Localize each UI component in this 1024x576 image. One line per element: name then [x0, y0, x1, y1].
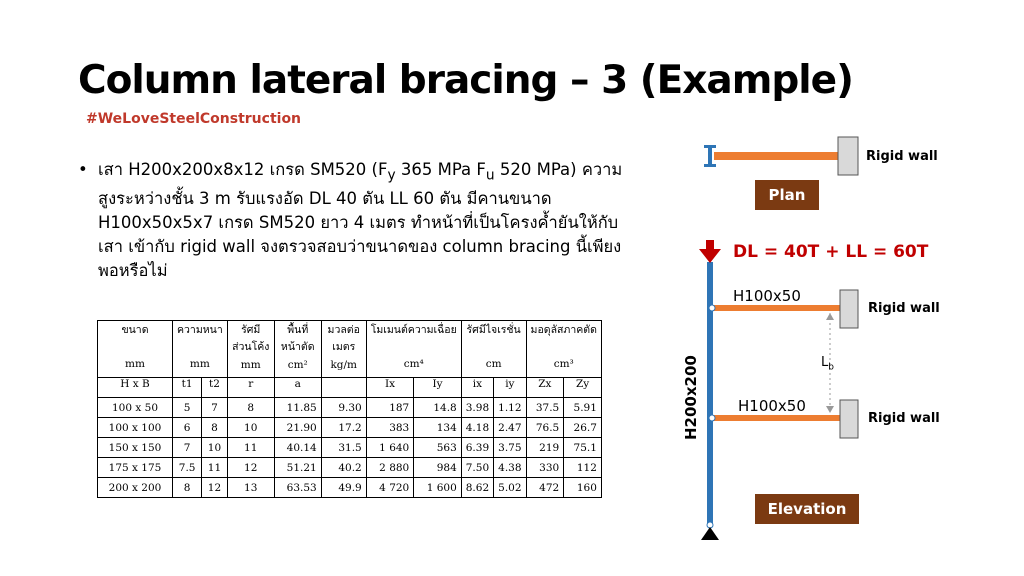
table-cell: 76.5 — [526, 418, 564, 438]
fy-subscript: y — [387, 167, 396, 184]
table-cell: 175 x 175 — [98, 458, 173, 478]
table-cell: 7 — [202, 398, 227, 418]
table-cell: 11 — [202, 458, 227, 478]
table-cell: 75.1 — [564, 438, 602, 458]
table-cell: 134 — [414, 418, 462, 438]
table-cell: 2.47 — [494, 418, 526, 438]
table-cell: 5 — [173, 398, 202, 418]
plan-beam — [714, 152, 838, 160]
load-arrow-shaft — [706, 240, 714, 250]
table-cell: 4.18 — [461, 418, 493, 438]
table-cell: 4 720 — [366, 478, 414, 498]
bullet-text-part-1: เสา H200x200x8x12 เกรด SM520 (F — [98, 160, 388, 179]
table-cell: 160 — [564, 478, 602, 498]
table-cell: 40.2 — [321, 458, 366, 478]
table-cell: 11 — [227, 438, 274, 458]
table-group-header: รัศมีไจเรชั่น cm — [461, 321, 526, 378]
table-group-header: ขนาด mm — [98, 321, 173, 378]
table-group-header: โมเมนต์ความเฉื่อย cm⁴ — [366, 321, 461, 378]
table-cell: 100 x 50 — [98, 398, 173, 418]
table-symbol: Ix — [366, 378, 414, 398]
table-cell: 1 640 — [366, 438, 414, 458]
bullet-text-part-2: 365 MPa F — [395, 160, 486, 179]
table-cell: 10 — [227, 418, 274, 438]
table-symbol: a — [274, 378, 321, 398]
table-cell: 17.2 — [321, 418, 366, 438]
table-cell: 112 — [564, 458, 602, 478]
table-group-header: มวลต่อเมตร kg/m — [321, 321, 366, 378]
table-cell: 8 — [227, 398, 274, 418]
table-cell: 9.30 — [321, 398, 366, 418]
table-cell: 7.5 — [173, 458, 202, 478]
table-cell: 12 — [202, 478, 227, 498]
base-support-icon — [701, 527, 719, 540]
plan-column-web — [708, 145, 712, 167]
table-cell: 7 — [173, 438, 202, 458]
table-symbol: r — [227, 378, 274, 398]
elevation-wall-bottom — [840, 400, 858, 438]
table-cell: 5.91 — [564, 398, 602, 418]
table-symbol: t1 — [173, 378, 202, 398]
table-cell: 563 — [414, 438, 462, 458]
table-cell: 21.90 — [274, 418, 321, 438]
table-symbol: Iy — [414, 378, 462, 398]
table-cell: 330 — [526, 458, 564, 478]
table-cell: 5.02 — [494, 478, 526, 498]
table-cell: 187 — [366, 398, 414, 418]
plan-rigid-wall — [838, 137, 858, 175]
table-cell: 200 x 200 — [98, 478, 173, 498]
table-symbol: Zx — [526, 378, 564, 398]
elevation-column — [707, 262, 713, 524]
plan-wall-label: Rigid wall — [866, 149, 938, 164]
table-cell: 472 — [526, 478, 564, 498]
table-cell: 6 — [173, 418, 202, 438]
plan-caption: Plan — [755, 180, 819, 210]
table-cell: 13 — [227, 478, 274, 498]
pin-joint-top — [709, 305, 715, 311]
slide-title: Column lateral bracing – 3 (Example) — [78, 58, 853, 103]
lb-arrow-bottom — [826, 406, 834, 413]
elevation-beam-bottom — [713, 415, 840, 421]
lb-label: $L_b$ — [821, 355, 834, 373]
fu-subscript: u — [485, 167, 495, 184]
table-symbol: H x B — [98, 378, 173, 398]
table-cell: 37.5 — [526, 398, 564, 418]
table-cell: 63.53 — [274, 478, 321, 498]
elevation-caption: Elevation — [755, 494, 859, 524]
hashtag: #WeLoveSteelConstruction — [86, 111, 302, 127]
table-symbol: Zy — [564, 378, 602, 398]
table-cell: 219 — [526, 438, 564, 458]
table-cell: 100 x 100 — [98, 418, 173, 438]
column-label: H200x200 — [682, 355, 700, 440]
bullet-marker: • — [78, 160, 88, 179]
table-cell: 383 — [366, 418, 414, 438]
table-cell: 11.85 — [274, 398, 321, 418]
beam-bottom-label: H100x50 — [738, 397, 806, 415]
table-cell: 40.14 — [274, 438, 321, 458]
table-cell: 8 — [202, 418, 227, 438]
table-cell: 1.12 — [494, 398, 526, 418]
table-cell: 31.5 — [321, 438, 366, 458]
wall-bottom-label: Rigid wall — [868, 411, 940, 426]
table-cell: 2 880 — [366, 458, 414, 478]
load-arrow-head — [699, 249, 721, 263]
table-cell: 8.62 — [461, 478, 493, 498]
table-cell: 1 600 — [414, 478, 462, 498]
table-cell: 26.7 — [564, 418, 602, 438]
wall-top-label: Rigid wall — [868, 301, 940, 316]
table-cell: 984 — [414, 458, 462, 478]
table-cell: 4.38 — [494, 458, 526, 478]
elevation-wall-top — [840, 290, 858, 328]
table-symbol: iy — [494, 378, 526, 398]
table-cell: 14.8 — [414, 398, 462, 418]
table-cell: 10 — [202, 438, 227, 458]
table-group-header: มอดุลัสภาคตัด cm³ — [526, 321, 601, 378]
table-cell: 49.9 — [321, 478, 366, 498]
beam-top-label: H100x50 — [733, 287, 801, 305]
lb-arrow-top — [826, 313, 834, 320]
table-cell: 7.50 — [461, 458, 493, 478]
table-cell: 51.21 — [274, 458, 321, 478]
table-symbol: t2 — [202, 378, 227, 398]
table-group-header: พื้นที่หน้าตัด cm² — [274, 321, 321, 378]
table-cell: 6.39 — [461, 438, 493, 458]
table-cell: 150 x 150 — [98, 438, 173, 458]
table-cell: 3.98 — [461, 398, 493, 418]
pin-joint-bottom — [709, 415, 715, 421]
table-group-header: รัศมีส่วนโค้ง mm — [227, 321, 274, 378]
table-group-header: ความหนา mm — [173, 321, 228, 378]
elevation-beam-top — [713, 305, 840, 311]
table-symbol: ix — [461, 378, 493, 398]
table-cell: 8 — [173, 478, 202, 498]
table-cell: 12 — [227, 458, 274, 478]
load-label: DL = 40T + LL = 60T — [733, 242, 929, 262]
table-cell: 3.75 — [494, 438, 526, 458]
bullet-text-part-3: 520 MPa) ความสูงระหว่างชั้น 3 m รับแรงอัด DL 40 ตัน LL 60 ตัน มีคานขนาด H100x50x5x7 เกรด SM520 ยาว 4 เมตร ทำหน้าที่เป็นโครงค้ำยันให้กับเสา เข้ากับ rigid wall จงตรวจสอบว่าขนาดของ column bracing นี้เพียงพอหรือไม่ — [98, 160, 623, 281]
